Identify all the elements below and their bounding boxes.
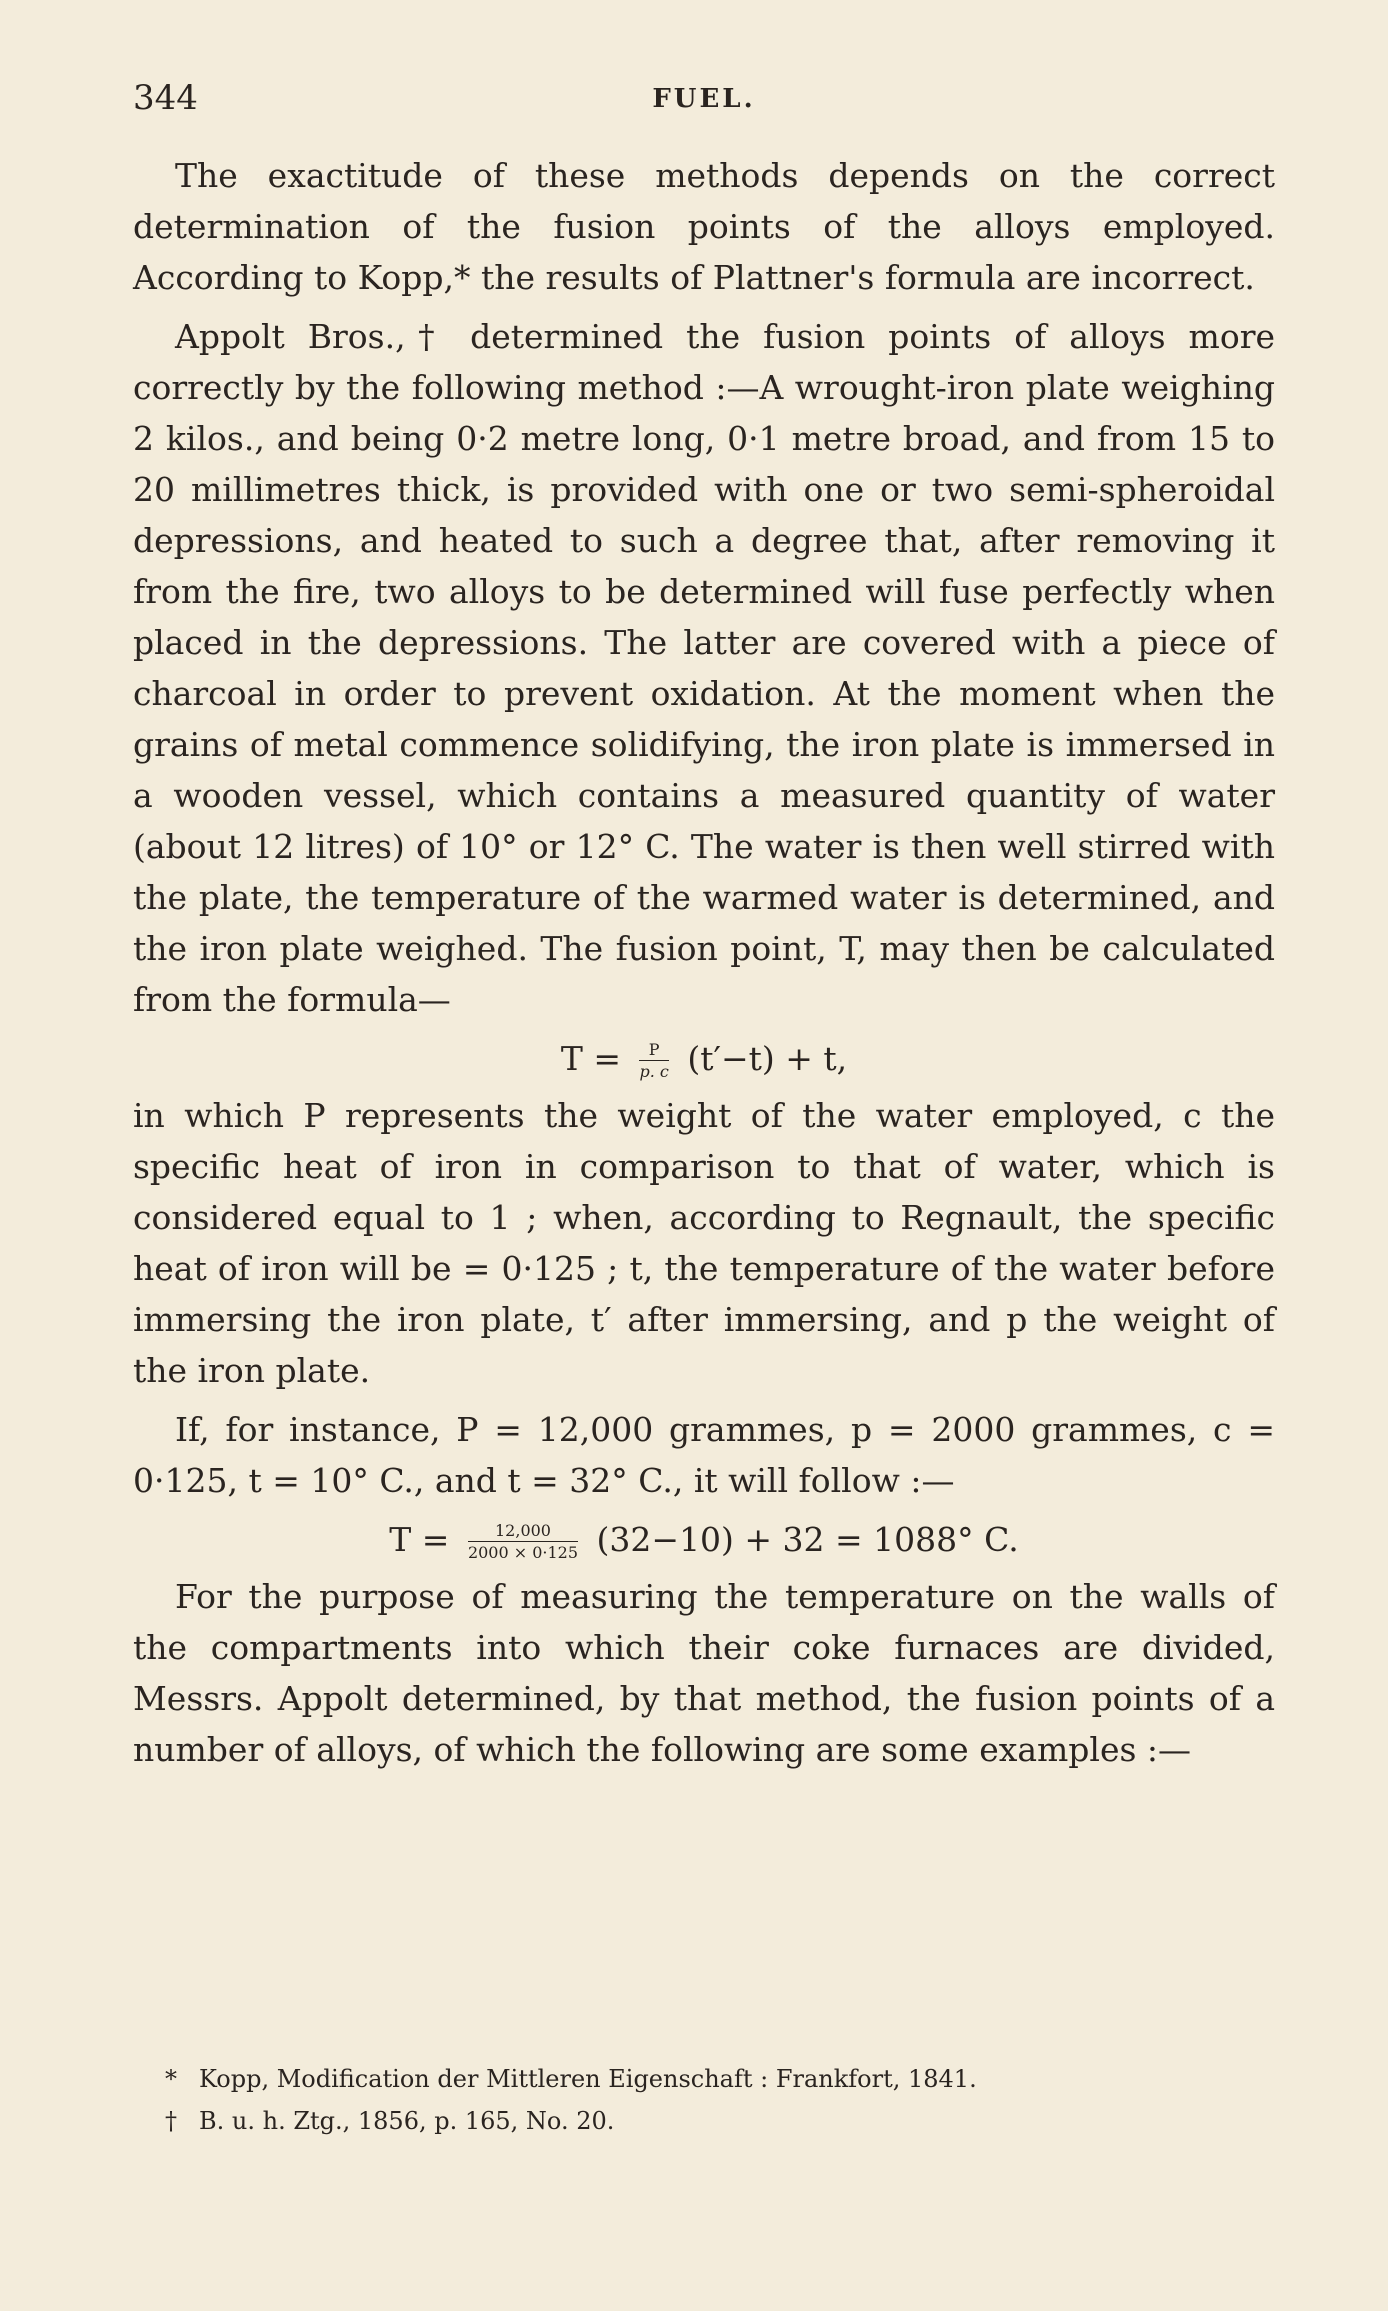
formula-lhs: T = xyxy=(389,1520,450,1559)
footnote-text: B. u. h. Ztg., 1856, p. 165, No. 20. xyxy=(199,2107,615,2135)
footnote xyxy=(165,2058,1265,2100)
formula-lhs: T = xyxy=(560,1039,621,1078)
paragraph-appolt-method: Appolt Bros.,† determined the fusion points of alloys more correctly by the following method :—A wrought-iron plate weighing 2 kilos., and being 0·2 metre long, 0·1 metre broad, and from 15 to 20 millimetres thick, is provided with one or two semi-spheroidal depressions, and heated to such a degree that, after removing it from the fire, two alloys to be determined will fuse perfectly when placed in the depressions. The latter are covered with a piece of charcoal in order to prevent oxidation. At the moment when the grains of metal commence solidifying, the iron plate is immersed in a wooden vessel, which contains a measured quantity of water (about 12 litres) of 10° or 12° C. The water is then well stirred with the plate, the temperature of the warmed water is determined, and the iron plate weighed. The fusion point, T, may then be calculated from the formula— xyxy=(133,317,1275,1019)
footnote-text: Kopp, Modification der Mittleren Eigenschaft : Frankfort, 1841. xyxy=(199,2065,977,2093)
fraction-denominator: p. c xyxy=(639,1062,669,1081)
paragraph-coke-furnaces: For the purpose of measuring the temperature on the walls of the compartments into which their coke furnaces are divided, Messrs. Appolt determined, by that method, the fusion points of a number of alloys, of which the following are some examples :— xyxy=(133,1577,1275,1769)
formula-rhs: (32−10) + 32 = 1088° C. xyxy=(596,1520,1019,1559)
paragraph-exactitude: The exactitude of these methods depends on the correct determination of the fusion points of the alloys employed. According to Kopp,* the results of Plattner's formula are incorrect. xyxy=(133,156,1275,297)
fraction-numerator: 12,000 xyxy=(468,1523,578,1542)
page-number: 344 xyxy=(133,78,198,118)
body-text xyxy=(133,150,1275,1783)
footnote xyxy=(165,2100,1265,2142)
paragraph-variables: in which P represents the weight of the water employed, c the specific heat of iron in comparison to that of water, which is considered equal to 1 ; when, according to Regnault, the specific heat of iron will be = 0·125 ; t, the temperature of the water before immersing the iron plate, t′ after immersing, and p the weight of the iron plate. xyxy=(133,1096,1275,1390)
running-head: FUEL. xyxy=(652,84,756,114)
fraction-numerator: P xyxy=(639,1042,668,1061)
formula-fusion-point xyxy=(133,1033,1275,1084)
formula-example xyxy=(133,1514,1275,1565)
footnotes xyxy=(165,2058,1265,2142)
formula-rhs: (t′−t) + t, xyxy=(687,1039,848,1078)
formula-fraction xyxy=(468,1523,578,1561)
footnote-mark: † xyxy=(165,2107,177,2135)
fraction-denominator: 2000 × 0·125 xyxy=(467,1543,579,1562)
page-header xyxy=(133,78,1275,126)
paragraph-example: If, for instance, P = 12,000 grammes, p = 2000 grammes, c = 0·125, t = 10° C., and t = 32° C., it will follow :— xyxy=(133,1410,1275,1500)
footnote-mark: * xyxy=(165,2065,177,2093)
formula-fraction xyxy=(639,1042,668,1080)
